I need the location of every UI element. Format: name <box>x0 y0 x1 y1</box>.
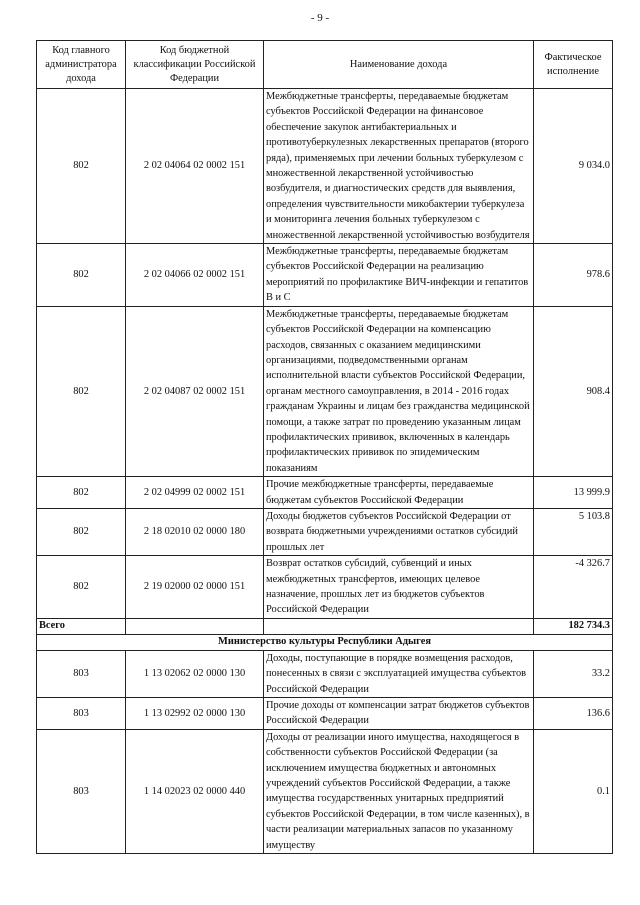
total-empty-cell <box>264 618 534 634</box>
income-table <box>36 40 613 854</box>
income-name-cell: Возврат остатков субсидий, субвенций и иных межбюджетных трансфертов, имеющих целевое назначение, прошлых лет из бюджетов субъектов Российской Федерации <box>264 556 534 619</box>
income-name-cell: Прочие межбюджетные трансферты, передаваемые бюджетам субъектов Российской Федерации <box>264 477 534 509</box>
header-budget-code: Код бюджетной классификации Российской Федерации <box>126 41 264 89</box>
table-row <box>37 306 613 476</box>
amount-cell: 5 103.8 <box>534 508 613 555</box>
table-row <box>37 650 613 697</box>
budget-code-cell: 1 13 02062 02 0000 130 <box>126 650 264 697</box>
section-title: Министерство культуры Республики Адыгея <box>37 634 613 650</box>
amount-cell: 9 034.0 <box>534 89 613 244</box>
header-actual: Фактическое исполнение <box>534 41 613 89</box>
total-empty-cell <box>126 618 264 634</box>
budget-code-cell: 2 02 04066 02 0002 151 <box>126 244 264 307</box>
header-admin-code: Код главного администратора дохода <box>37 41 126 89</box>
total-label: Всего <box>37 618 126 634</box>
admin-code-cell: 802 <box>37 306 126 476</box>
table-row <box>37 556 613 619</box>
total-amount: 182 734.3 <box>534 618 613 634</box>
header-income-name: Наименование дохода <box>264 41 534 89</box>
budget-code-cell: 2 19 02000 02 0000 151 <box>126 556 264 619</box>
section-row <box>37 634 613 650</box>
admin-code-cell: 802 <box>37 244 126 307</box>
budget-code-cell: 2 02 04087 02 0002 151 <box>126 306 264 476</box>
total-row <box>37 618 613 634</box>
table-row <box>37 698 613 730</box>
table-row <box>37 244 613 307</box>
table-row <box>37 89 613 244</box>
budget-code-cell: 1 14 02023 02 0000 440 <box>126 729 264 853</box>
amount-cell: 908.4 <box>534 306 613 476</box>
budget-code-cell: 1 13 02992 02 0000 130 <box>126 698 264 730</box>
income-name-cell: Межбюджетные трансферты, передаваемые бюджетам субъектов Российской Федерации на реализацию мероприятий по профилактике ВИЧ-инфекции и гепатитов В и С <box>264 244 534 307</box>
amount-cell: 136.6 <box>534 698 613 730</box>
amount-cell: 13 999.9 <box>534 477 613 509</box>
amount-cell: 33.2 <box>534 650 613 697</box>
income-name-cell: Доходы от реализации иного имущества, находящегося в собственности субъектов Российской Федерации (за исключением имущества бюджетных и автономных учреждений субъектов Российской Федерации, а также имущества государственных унитарных предприятий субъектов Российской Федерации, в том числе казенных), в части реализации материальных запасов по указанному имуществу <box>264 729 534 853</box>
admin-code-cell: 802 <box>37 477 126 509</box>
admin-code-cell: 803 <box>37 729 126 853</box>
admin-code-cell: 803 <box>37 650 126 697</box>
income-name-cell: Доходы бюджетов субъектов Российской Федерации от возврата бюджетными учреждениями остатков субсидий прошлых лет <box>264 508 534 555</box>
budget-code-cell: 2 02 04064 02 0002 151 <box>126 89 264 244</box>
admin-code-cell: 802 <box>37 508 126 555</box>
income-name-cell: Доходы, поступающие в порядке возмещения расходов, понесенных в связи с эксплуатацией имущества субъектов Российской Федерации <box>264 650 534 697</box>
income-name-cell: Межбюджетные трансферты, передаваемые бюджетам субъектов Российской Федерации на компенсацию расходов, связанных с оказанием медицинскими организациями, подведомственными органам исполнительной власти субъектов Российской Федерации, органам местного самоуправления, в 2014 - 2016 годах гражданам Украины и лицам без гражданства медицинской помощи, а также затрат по проведению указанным лицам профилактических прививок, включенных в календарь профилактических прививок по эпидемическим показаниям <box>264 306 534 476</box>
income-name-cell: Прочие доходы от компенсации затрат бюджетов субъектов Российской Федерации <box>264 698 534 730</box>
admin-code-cell: 802 <box>37 89 126 244</box>
income-name-cell: Межбюджетные трансферты, передаваемые бюджетам субъектов Российской Федерации на финансовое обеспечение закупок антибактериальных и противотуберкулезных лекарственных препаратов (второго ряда), применяемых при лечении больных туберкулезом с множественной лекарственной устойчивостью возбудителя, и диагностических средств для выявления, определения чувствительности микобактерии туберкулеза и мониторинга лечения больных туберкулезом с множественной лекарственной устойчивостью возбудителя <box>264 89 534 244</box>
admin-code-cell: 802 <box>37 556 126 619</box>
table-row <box>37 508 613 555</box>
page-number: - 9 - <box>310 12 330 24</box>
table-row <box>37 729 613 853</box>
budget-code-cell: 2 18 02010 02 0000 180 <box>126 508 264 555</box>
amount-cell: 0.1 <box>534 729 613 853</box>
budget-code-cell: 2 02 04999 02 0002 151 <box>126 477 264 509</box>
amount-cell: -4 326.7 <box>534 556 613 619</box>
table-row <box>37 477 613 509</box>
admin-code-cell: 803 <box>37 698 126 730</box>
amount-cell: 978.6 <box>534 244 613 307</box>
table-header <box>37 41 613 89</box>
